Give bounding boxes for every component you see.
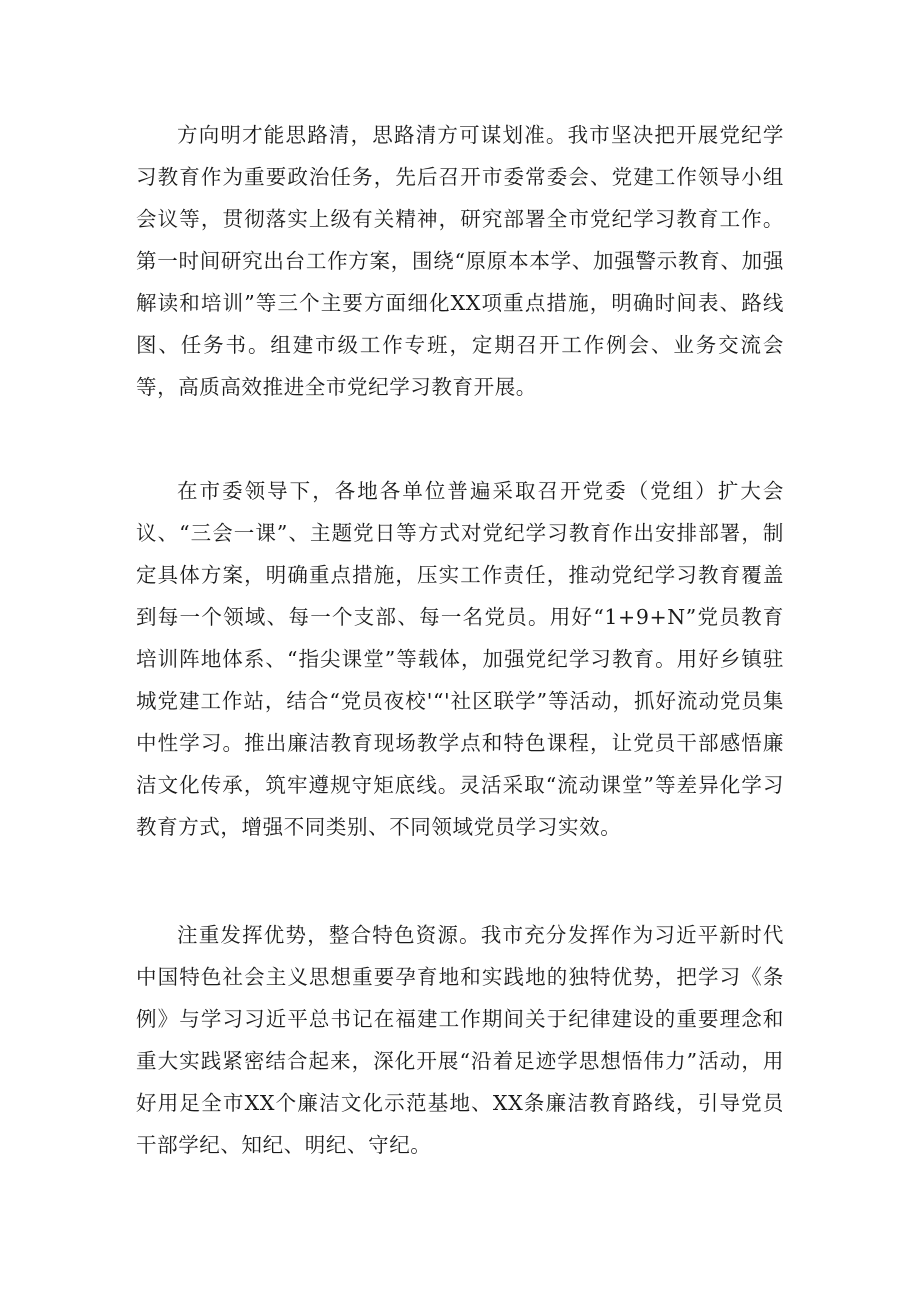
paragraph-3: 注重发挥优势，整合特色资源。我市充分发挥作为习近平新时代中国特色社会主义思想重要孕育地和实践地的独特优势，把学习《条例》与学习习近平总书记在福建工作期间关于纪律建设的重要理念和重大实践紧密结合起来，深化开展“沿着足迹学思想悟伟力”活动，用好用足全市XX个廉洁文化示范基地、XX条廉洁教育路线，引导党员干部学纪、知纪、明纪、守纪。 [136,923,784,1157]
paragraph-2: 在市委领导下，各地各单位普遍采取召开党委（党组）扩大会议、“三会一课”、主题党日等方式对党纪学习教育作出安排部署，制定具体方案，明确重点措施，压实工作责任，推动党纪学习教育覆盖到每一个领域、每一个支部、每一名党员。用好“1+9+N”党员教育培训阵地体系、“指尖课堂”等载体，加强党纪学习教育。用好乡镇驻城党建工作站，结合“党员夜校'“'社区联学”等活动，抓好流动党员集中性学习。推出廉洁教育现场教学点和特色课程，让党员干部感悟廉洁文化传承，筑牢遵规守矩底线。灵活采取“流动课堂”等差异化学习教育方式，增强不同类别、不同领域党员学习实效。 [136,479,784,839]
paragraph-1: 方向明才能思路清，思路清方可谋划准。我市坚决把开展党纪学习教育作为重要政治任务，先后召开市委常委会、党建工作领导小组会议等，贯彻落实上级有关精神，研究部署全市党纪学习教育工作。第一时间研究出台工作方案，围绕“原原本本学、加强警示教育、加强解读和培训”等三个主要方面细化XX项重点措施，明确时间表、路线图、任务书。组建市级工作专班，定期召开工作例会、业务交流会等，高质高效推进全市党纪学习教育开展。 [136,123,784,399]
